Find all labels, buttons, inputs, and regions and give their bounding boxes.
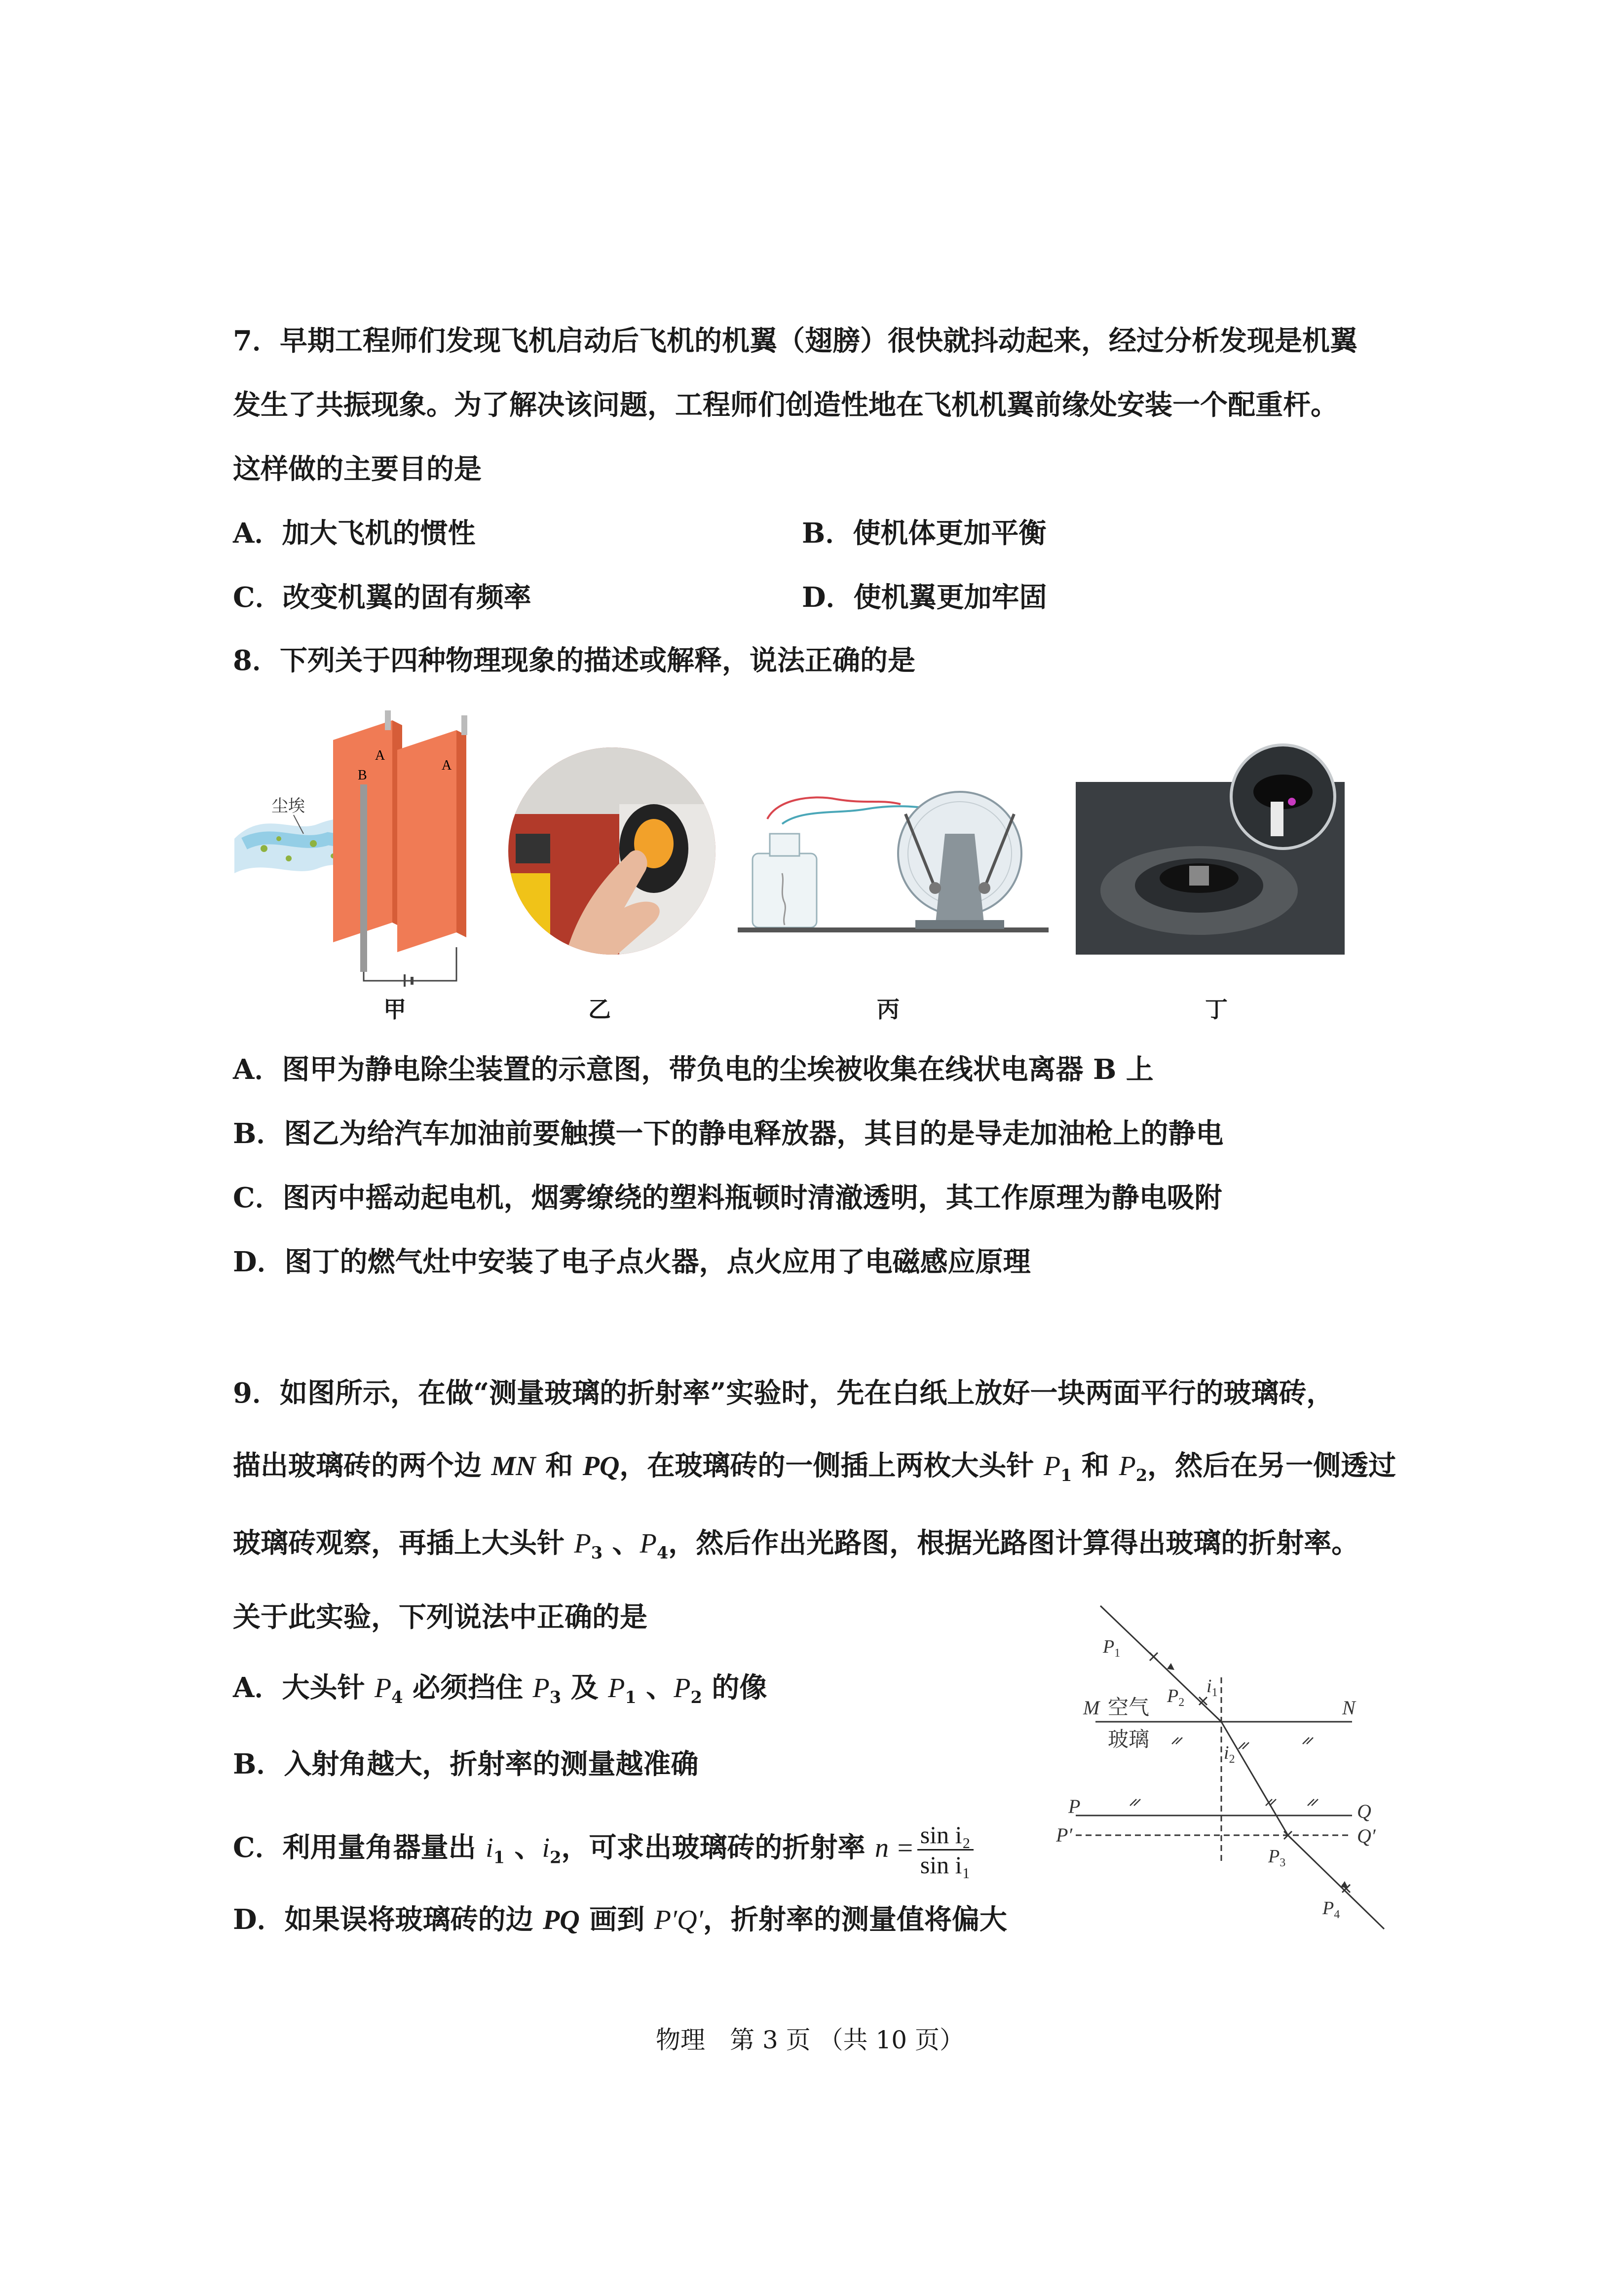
pin-p3: P — [574, 1528, 591, 1559]
diagram-label-p-prime: P′ — [1056, 1824, 1073, 1846]
diagram-label-m: M — [1083, 1697, 1100, 1719]
figure-yi-caption: 乙 — [588, 996, 611, 1023]
diagram-label-q-prime: Q′ — [1357, 1825, 1376, 1847]
q9-line2-text-d: 和 — [1072, 1449, 1119, 1482]
q9-line2: 描出玻璃砖的两个边 MN 和 PQ，在玻璃砖的一侧插上两枚大头针 $P_1$ 和 $P_2$，然后在另一侧透过 — [233, 1449, 1396, 1485]
diagram-label-q: Q — [1357, 1800, 1371, 1822]
diagram-label-p: P — [1068, 1795, 1081, 1817]
figure-bing-caption: 丙 — [877, 996, 900, 1023]
q9-line2-text-c: ，在玻璃砖的一侧插上两枚大头针 — [619, 1449, 1044, 1482]
refraction-diagram — [1056, 1596, 1401, 1941]
plate-a2-label: A — [442, 758, 452, 773]
page-footer: 物理 第 3 页 （共 10 页） — [656, 2026, 964, 2054]
q9-opt-c-text-c: ，可求出玻璃砖的折射率 — [561, 1831, 875, 1864]
q7-line3: 这样做的主要目的是 — [233, 453, 482, 485]
opt-d-pq-prime: P′Q′ — [654, 1905, 703, 1935]
figure-jia-precipitator — [234, 710, 506, 987]
q9-line3-text-c: ，然后作出光路图，根据光路图计算得出玻璃的折射率。 — [668, 1527, 1359, 1559]
q9-opt-a-text-c: 及 — [561, 1671, 608, 1704]
pin-p2: P — [1119, 1451, 1136, 1481]
q8-stem: 8．下列关于四种物理现象的描述或解释，说法正确的是 — [233, 644, 915, 677]
q9-opt-a-text-a: A．大头针 — [233, 1671, 375, 1704]
q9-line1: 9．如图所示，在做“测量玻璃的折射率”实验时，先在白纸上放好一块两面平行的玻璃砖， — [233, 1377, 1334, 1409]
figure-ding-caption: 丁 — [1205, 996, 1228, 1023]
q9-option-b: B．入射角越大，折射率的测量越准确 — [233, 1748, 699, 1780]
q9-option-c: C．利用量角器量出 $i_1$ 、$i_2$，可求出玻璃砖的折射率 n = $\frac{\text{sin i₂}}{\text{sin i₁}}$ — [233, 1820, 974, 1879]
diagram-i1: $i_1$ — [1206, 1676, 1218, 1699]
q9-line2-text-b: 和 — [535, 1449, 583, 1482]
diagram-label-n: N — [1342, 1697, 1356, 1719]
q8-option-d: D．图丁的燃气灶中安装了电子点火器，点火应用了电磁感应原理 — [233, 1246, 1031, 1278]
figure-bing-generator — [738, 779, 1049, 942]
q7-option-a: A．加大飞机的惯性 — [233, 517, 476, 550]
q7-option-c: C．改变机翼的固有频率 — [233, 581, 531, 614]
figure-jia-caption: 甲 — [383, 996, 406, 1023]
q9-opt-a-text-e: 的像 — [702, 1671, 767, 1704]
opt-a-pin-p1: P — [608, 1673, 625, 1703]
q9-line3-text-b: 、 — [603, 1527, 640, 1559]
q8-option-b: B．图乙为给汽车加油前要触摸一下的静电释放器，其目的是导走加油枪上的静电 — [233, 1117, 1224, 1150]
diagram-air-label: 空气 — [1108, 1695, 1150, 1719]
refraction-formula — [917, 1820, 974, 1879]
q9-line2-text-e: ，然后在另一侧透过 — [1147, 1449, 1396, 1482]
opt-a-pin-p3: P — [532, 1673, 550, 1703]
opt-a-pin-p2: P — [674, 1673, 691, 1703]
wire-b-label: B — [358, 768, 367, 783]
q7-option-d: D．使机翼更加牢固 — [802, 581, 1047, 614]
q9-opt-d-text-b: 画到 — [579, 1903, 654, 1936]
dust-label: 尘埃 — [271, 797, 305, 815]
diagram-glass-label: 玻璃 — [1108, 1727, 1150, 1751]
q9-option-a: A．大头针 $P_4$ 必须挡住 $P_3$ 及 $P_1$ 、$P_2$ 的像 — [233, 1671, 767, 1707]
q7-line2: 发生了共振现象。为了解决该问题，工程师们创造性地在飞机机翼前缘处安装一个配重杆。 — [233, 389, 1338, 421]
q8-option-c: C．图丙中摇动起电机，烟雾缭绕的塑料瓶顿时清澈透明，其工作原理为静电吸附 — [233, 1182, 1222, 1214]
opt-d-pq: PQ — [543, 1905, 580, 1935]
q9-opt-a-text-d: 、 — [636, 1671, 674, 1704]
q9-opt-d-text-c: ，折射率的测量值将偏大 — [703, 1903, 1007, 1936]
pin-p1: P — [1043, 1451, 1061, 1481]
q8-option-a: A．图甲为静电除尘装置的示意图，带负电的尘埃被收集在线状电离器 B 上 — [233, 1053, 1154, 1086]
pin-p4: P — [640, 1528, 657, 1559]
figure-yi-static-discharger — [506, 745, 718, 957]
q7-line1: 7．早期工程师们发现飞机启动后飞机的机翼（翅膀）很快就抖动起来，经过分析发现是机翼 — [233, 325, 1357, 357]
q9-line4: 关于此实验，下列说法中正确的是 — [233, 1601, 647, 1633]
q9-line2-text-a: 描出玻璃砖的两个边 — [233, 1449, 491, 1482]
pq-label: PQ — [582, 1451, 620, 1481]
figure-ding-gas-stove — [1076, 742, 1345, 955]
diagram-p2: $P_2$ — [1167, 1686, 1185, 1709]
plate-a1-label: A — [375, 748, 385, 763]
mn-label: MN — [491, 1451, 536, 1481]
q9-line3-text-a: 玻璃砖观察，再插上大头针 — [233, 1527, 574, 1559]
q9-line3: 玻璃砖观察，再插上大头针 $P_3$ 、$P_4$，然后作出光路图，根据光路图计算得出玻璃的折射率。 — [233, 1527, 1359, 1563]
opt-c-i1: i — [486, 1833, 493, 1864]
q9-opt-c-text-b: 、 — [505, 1831, 542, 1864]
q9-opt-d-text-a: D．如果误将玻璃砖的边 — [233, 1903, 543, 1936]
diagram-p3: $P_3$ — [1268, 1846, 1286, 1869]
opt-c-i2: i — [542, 1833, 550, 1864]
formula-denominator: sin i₁ — [920, 1851, 971, 1879]
diagram-i2: $i_2$ — [1224, 1742, 1235, 1766]
opt-a-pin-p4: P — [374, 1673, 392, 1703]
q9-opt-a-text-b: 必须挡住 — [403, 1671, 533, 1704]
refractive-index-n: n = — [874, 1833, 914, 1864]
q7-option-b: B．使机体更加平衡 — [802, 517, 1047, 550]
q9-option-d — [233, 1902, 1007, 1938]
diagram-p4: $P_4$ — [1322, 1898, 1340, 1921]
q9-opt-c-text-a: C．利用量角器量出 — [233, 1831, 486, 1864]
formula-numerator: sin i₂ — [917, 1820, 974, 1851]
diagram-p1: $P_1$ — [1103, 1636, 1121, 1660]
